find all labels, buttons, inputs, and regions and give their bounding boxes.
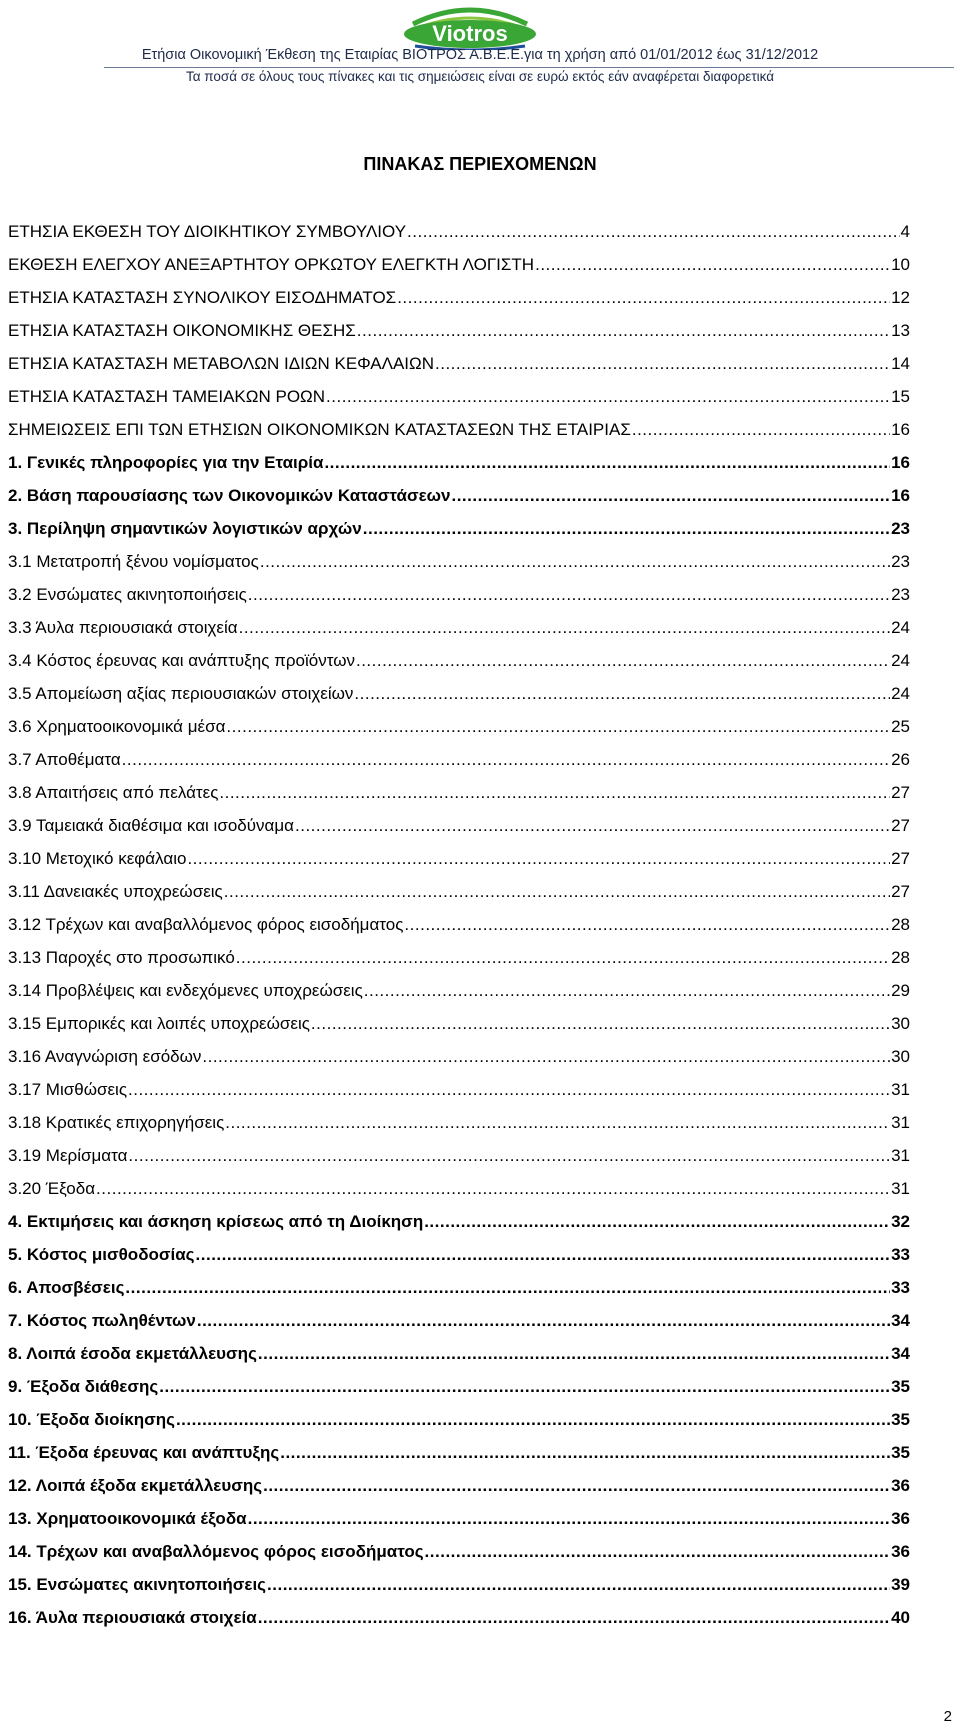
toc-dot-leader: [357, 321, 890, 341]
table-of-contents: [8, 222, 910, 1641]
toc-entry[interactable]: [8, 684, 910, 717]
toc-entry-label: 2. Βάση παρουσίασης των Οικονομικών Καταστάσεων: [8, 486, 451, 505]
toc-entry-label: ΕΚΘΕΣΗ ΕΛΕΓΧΟΥ ΑΝΕΞΑΡΤΗΤΟΥ ΟΡΚΩΤΟΥ ΕΛΕΓΚΤΗ ΛΟΓΙΣΤΗ: [8, 255, 535, 274]
toc-entry-label: 12. Λοιπά έξοδα εκμετάλλευσης: [8, 1476, 263, 1495]
toc-entry-page: 4: [900, 222, 910, 241]
toc-entry-label: 15. Ενσώματες ακινητοποιήσεις: [8, 1575, 267, 1594]
toc-entry-page: 16: [891, 486, 910, 505]
toc-dot-leader: [311, 1014, 890, 1034]
header-divider: [104, 67, 954, 68]
toc-dot-leader: [197, 1311, 890, 1331]
toc-dot-leader: [239, 618, 890, 638]
toc-entry-page: 27: [891, 783, 910, 802]
toc-dot-leader: [451, 486, 890, 506]
toc-entry-page: 16: [891, 453, 910, 472]
toc-entry-label: 3.8 Απαιτήσεις από πελάτες: [8, 783, 219, 802]
toc-entry[interactable]: [8, 1113, 910, 1146]
toc-entry-label: ΕΤΗΣΙΑ ΚΑΤΑΣΤΑΣΗ ΜΕΤΑΒΟΛΩΝ ΙΔΙΩΝ ΚΕΦΑΛΑΙΩΝ: [8, 354, 434, 373]
toc-entry[interactable]: [8, 651, 910, 684]
toc-entry[interactable]: [8, 618, 910, 651]
toc-entry-label: 3.18 Κρατικές επιχορηγήσεις: [8, 1113, 225, 1132]
toc-dot-leader: [356, 651, 890, 671]
toc-dot-leader: [364, 981, 890, 1001]
toc-entry-page: 23: [891, 585, 910, 604]
toc-entry-label: ΣΗΜΕΙΩΣΕΙΣ ΕΠΙ ΤΩΝ ΕΤΗΣΙΩΝ ΟΙΚΟΝΟΜΙΚΩΝ ΚΑΤΑΣΤΑΣΕΩΝ ΤΗΣ ΕΤΑΙΡΙΑΣ: [8, 420, 631, 439]
toc-entry-page: 27: [891, 849, 910, 868]
toc-entry-label: 8. Λοιπά έσοδα εκμετάλλευσης: [8, 1344, 257, 1363]
toc-entry-page: 25: [891, 717, 910, 736]
toc-dot-leader: [248, 585, 890, 605]
toc-entry-page: 32: [891, 1212, 910, 1231]
toc-dot-leader: [363, 519, 890, 539]
toc-entry[interactable]: [8, 1377, 910, 1410]
toc-entry[interactable]: [8, 354, 910, 387]
toc-entry-label: 3.19 Μερίσματα: [8, 1146, 128, 1165]
toc-dot-leader: [202, 1047, 890, 1067]
toc-entry-page: 24: [891, 651, 910, 670]
toc-entry-label: 11. Έξοδα έρευνας και ανάπτυξης: [8, 1443, 280, 1462]
header-currency-note: Τα ποσά σε όλους τους πίνακες και τις σημειώσεις είναι σε ευρώ εκτός εάν αναφέρεται διαφορετικά: [185, 69, 775, 84]
toc-entry-page: 27: [891, 816, 910, 835]
toc-entry-page: 36: [891, 1476, 910, 1495]
toc-entry[interactable]: [8, 255, 910, 288]
toc-entry-label: ΕΤΗΣΙΑ ΚΑΤΑΣΤΑΣΗ ΤΑΜΕΙΑΚΩΝ ΡΟΩΝ: [8, 387, 326, 406]
toc-entry-page: 24: [891, 684, 910, 703]
toc-entry[interactable]: [8, 1311, 910, 1344]
toc-dot-leader: [225, 1113, 890, 1133]
toc-entry-page: 24: [891, 618, 910, 637]
toc-entry[interactable]: [8, 1542, 910, 1575]
toc-dot-leader: [122, 750, 890, 770]
toc-entry-page: 23: [891, 552, 910, 571]
toc-dot-leader: [326, 387, 890, 407]
toc-entry[interactable]: [8, 387, 910, 420]
document-header: [0, 0, 960, 84]
toc-entry[interactable]: [8, 1278, 910, 1311]
toc-dot-leader: [324, 453, 890, 473]
toc-entry-page: 14: [891, 354, 910, 373]
toc-entry-page: 34: [891, 1311, 910, 1330]
toc-entry-label: 3.7 Αποθέματα: [8, 750, 121, 769]
toc-entry-page: 23: [891, 519, 910, 538]
toc-entry[interactable]: [8, 816, 910, 849]
toc-entry[interactable]: [8, 552, 910, 585]
toc-entry[interactable]: [8, 1575, 910, 1608]
toc-entry-label: 3.11 Δανειακές υποχρεώσεις: [8, 882, 223, 901]
toc-entry[interactable]: [8, 1080, 910, 1113]
toc-entry[interactable]: [8, 981, 910, 1014]
toc-entry-label: 1. Γενικές πληροφορίες για την Εταιρία: [8, 453, 324, 472]
toc-dot-leader: [224, 882, 890, 902]
toc-entry[interactable]: [8, 1014, 910, 1047]
toc-dot-leader: [226, 717, 890, 737]
toc-dot-leader: [258, 1344, 890, 1364]
toc-entry-page: 39: [891, 1575, 910, 1594]
toc-dot-leader: [159, 1377, 890, 1397]
toc-entry[interactable]: [8, 1047, 910, 1080]
toc-entry[interactable]: [8, 222, 910, 255]
toc-entry-label: 3.1 Μετατροπή ξένου νομίσματος: [8, 552, 259, 571]
toc-dot-leader: [397, 288, 890, 308]
toc-entry-page: 40: [891, 1608, 910, 1627]
toc-entry[interactable]: [8, 1212, 910, 1245]
toc-entry[interactable]: [8, 519, 910, 552]
toc-entry-page: 36: [891, 1542, 910, 1561]
toc-entry-page: 33: [891, 1278, 910, 1297]
toc-entry-page: 30: [891, 1014, 910, 1033]
toc-dot-leader: [435, 354, 890, 374]
toc-entry-label: 3.12 Τρέχων και αναβαλλόμενος φόρος εισοδήματος: [8, 915, 404, 934]
toc-entry-page: 31: [891, 1113, 910, 1132]
toc-dot-leader: [295, 816, 890, 836]
toc-dot-leader: [196, 1245, 891, 1265]
toc-dot-leader: [219, 783, 890, 803]
toc-title: ΠΙΝΑΚΑΣ ΠΕΡΙΕΧΟΜΕΝΩΝ: [363, 154, 597, 174]
toc-entry[interactable]: [8, 1146, 910, 1179]
toc-entry-label: 9. Έξοδα διάθεσης: [8, 1377, 159, 1396]
toc-entry-page: 13: [891, 321, 910, 340]
toc-dot-leader: [236, 948, 890, 968]
toc-entry-label: 3.20 Έξοδα: [8, 1179, 96, 1198]
toc-dot-leader: [424, 1212, 890, 1232]
toc-dot-leader: [260, 552, 890, 572]
toc-dot-leader: [267, 1575, 890, 1595]
toc-entry-label: 3.3 Άυλα περιουσιακά στοιχεία: [8, 618, 238, 637]
toc-entry[interactable]: [8, 750, 910, 783]
toc-entry-page: 10: [891, 255, 910, 274]
toc-dot-leader: [404, 915, 890, 935]
toc-entry[interactable]: [8, 1245, 910, 1278]
toc-entry-page: 35: [891, 1443, 910, 1462]
toc-entry-label: 3.13 Παροχές στο προσωπικό: [8, 948, 235, 967]
toc-entry-page: 29: [891, 981, 910, 1000]
toc-entry-page: 28: [891, 948, 910, 967]
header-report-title: Ετήσια Οικονομική Έκθεση της Εταιρίας ΒΙΟΤΡΟΣ Α.Β.Ε.Ε.για τη χρήση από 01/01/2012 έως 31/12/2012: [141, 47, 819, 63]
toc-entry-label: 7. Κόστος πωληθέντων: [8, 1311, 196, 1330]
toc-entry-label: 4. Εκτιμήσεις και άσκηση κρίσεως από τη Διοίκηση: [8, 1212, 424, 1231]
toc-entry-page: 36: [891, 1509, 910, 1528]
toc-entry-page: 33: [891, 1245, 910, 1264]
toc-entry-label: 5. Κόστος μισθοδοσίας: [8, 1245, 195, 1264]
toc-entry[interactable]: [8, 1476, 910, 1509]
toc-entry[interactable]: [8, 288, 910, 321]
toc-entry-label: 3. Περίληψη σημαντικών λογιστικών αρχών: [8, 519, 362, 538]
toc-dot-leader: [258, 1608, 890, 1628]
toc-entry[interactable]: [8, 486, 910, 519]
toc-entry-page: 31: [891, 1080, 910, 1099]
toc-entry-label: 3.16 Αναγνώριση εσόδων: [8, 1047, 202, 1066]
toc-entry-page: 31: [891, 1146, 910, 1165]
page-number: 2: [943, 1708, 952, 1725]
toc-entry[interactable]: [8, 453, 910, 486]
toc-dot-leader: [632, 420, 890, 440]
toc-entry-page: 12: [891, 288, 910, 307]
toc-entry-page: 27: [891, 882, 910, 901]
toc-entry-page: 35: [891, 1377, 910, 1396]
toc-entry-page: 28: [891, 915, 910, 934]
toc-entry-label: 16. Άυλα περιουσιακά στοιχεία: [8, 1608, 257, 1627]
toc-entry-page: 30: [891, 1047, 910, 1066]
toc-dot-leader: [407, 222, 900, 242]
toc-entry-label: 3.14 Προβλέψεις και ενδεχόμενες υποχρεώσεις: [8, 981, 363, 1000]
toc-entry-label: 3.9 Ταμειακά διαθέσιμα και ισοδύναμα: [8, 816, 294, 835]
toc-entry-page: 34: [891, 1344, 910, 1363]
toc-entry-label: 6. Αποσβέσεις: [8, 1278, 125, 1297]
toc-dot-leader: [425, 1542, 891, 1562]
viotros-logo: [395, 4, 545, 50]
toc-entry-label: 3.2 Ενσώματες ακινητοποιήσεις: [8, 585, 247, 604]
toc-dot-leader: [128, 1146, 890, 1166]
toc-dot-leader: [125, 1278, 890, 1298]
toc-dot-leader: [248, 1509, 890, 1529]
toc-entry[interactable]: [8, 1410, 910, 1443]
toc-entry-label: 10. Έξοδα διοίκησης: [8, 1410, 175, 1429]
toc-entry-label: ΕΤΗΣΙΑ ΕΚΘΕΣΗ ΤΟΥ ΔΙΟΙΚΗΤΙΚΟΥ ΣΥΜΒΟΥΛΙΟΥ: [8, 222, 407, 241]
toc-entry[interactable]: [8, 1179, 910, 1212]
toc-entry-label: 13. Χρηματοοικονομικά έξοδα: [8, 1509, 247, 1528]
toc-entry[interactable]: [8, 1509, 910, 1542]
toc-entry-label: 3.5 Απομείωση αξίας περιουσιακών στοιχείων: [8, 684, 354, 703]
toc-entry-label: 3.4 Κόστος έρευνας και ανάπτυξης προϊόντων: [8, 651, 355, 670]
toc-entry[interactable]: [8, 585, 910, 618]
toc-entry-label: ΕΤΗΣΙΑ ΚΑΤΑΣΤΑΣΗ ΣΥΝΟΛΙΚΟΥ ΕΙΣΟΔΗΜΑΤΟΣ: [8, 288, 397, 307]
toc-dot-leader: [96, 1179, 890, 1199]
toc-entry-page: 35: [891, 1410, 910, 1429]
toc-entry[interactable]: [8, 1608, 910, 1641]
toc-entry[interactable]: [8, 1443, 910, 1476]
toc-entry-label: 3.6 Χρηματοοικονομικά μέσα: [8, 717, 226, 736]
toc-dot-leader: [176, 1410, 890, 1430]
toc-entry-label: ΕΤΗΣΙΑ ΚΑΤΑΣΤΑΣΗ ΟΙΚΟΝΟΜΙΚΗΣ ΘΕΣΗΣ: [8, 321, 356, 340]
toc-entry-page: 16: [891, 420, 910, 439]
toc-entry-page: 26: [891, 750, 910, 769]
toc-entry[interactable]: [8, 420, 910, 453]
toc-dot-leader: [535, 255, 890, 275]
toc-entry-page: 15: [891, 387, 910, 406]
toc-dot-leader: [128, 1080, 890, 1100]
toc-entry[interactable]: [8, 717, 910, 750]
toc-entry[interactable]: [8, 915, 910, 948]
toc-entry-label: 3.15 Εμπορικές και λοιπές υποχρεώσεις: [8, 1014, 310, 1033]
toc-entry[interactable]: [8, 1344, 910, 1377]
toc-entry[interactable]: [8, 321, 910, 354]
toc-entry[interactable]: [8, 783, 910, 816]
toc-entry[interactable]: [8, 882, 910, 915]
toc-entry[interactable]: [8, 849, 910, 882]
toc-entry-label: 14. Τρέχων και αναβαλλόμενος φόρος εισοδήματος: [8, 1542, 424, 1561]
toc-dot-leader: [263, 1476, 890, 1496]
toc-entry-page: 31: [891, 1179, 910, 1198]
logo-text: Viotros: [432, 21, 508, 46]
toc-dot-leader: [187, 849, 890, 869]
toc-dot-leader: [354, 684, 890, 704]
toc-entry-label: 3.10 Μετοχικό κεφάλαιο: [8, 849, 187, 868]
toc-dot-leader: [280, 1443, 890, 1463]
toc-entry[interactable]: [8, 948, 910, 981]
toc-entry-label: 3.17 Μισθώσεις: [8, 1080, 128, 1099]
